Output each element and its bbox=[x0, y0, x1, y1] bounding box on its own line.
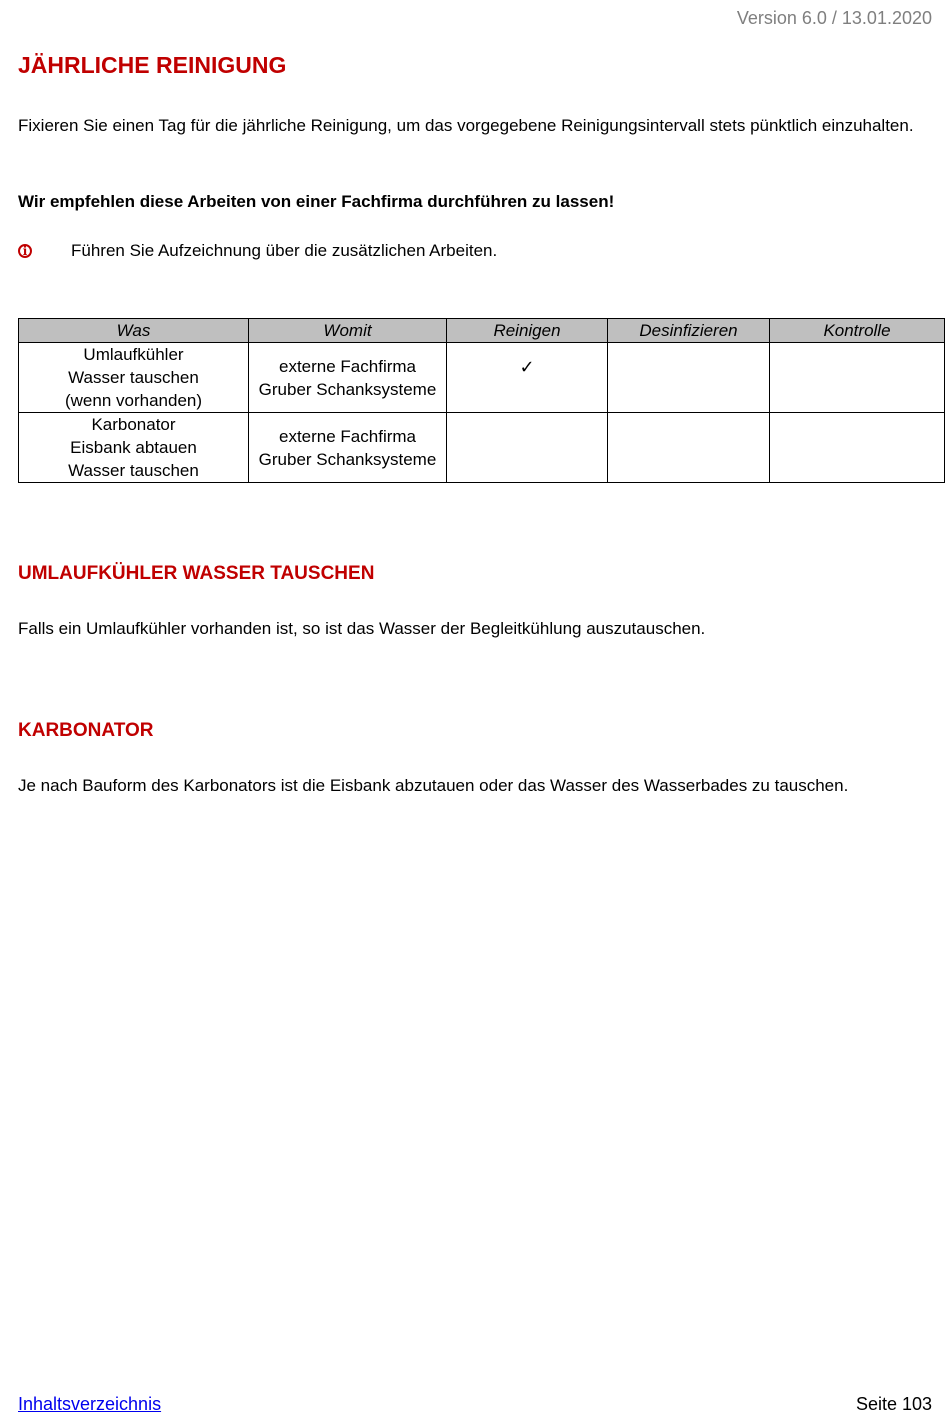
checkmark-icon: ✓ bbox=[519, 357, 535, 377]
cell-kontrolle bbox=[770, 343, 945, 413]
cell-was-line: Karbonator bbox=[91, 415, 176, 434]
header-desinfizieren: Desinfizieren bbox=[608, 319, 770, 343]
cell-womit bbox=[249, 413, 447, 483]
header-womit: Womit bbox=[249, 319, 447, 343]
toc-link[interactable]: Inhaltsverzeichnis bbox=[18, 1394, 162, 1414]
cell-womit bbox=[249, 343, 447, 413]
heading-umlaufkuehler: UMLAUFKÜHLER WASSER TAUSCHEN bbox=[18, 563, 375, 584]
cell-was-line: Wasser tauschen bbox=[68, 461, 199, 480]
table-row bbox=[19, 413, 945, 483]
cell-reinigen bbox=[447, 413, 608, 483]
umlaufkuehler-paragraph: Falls ein Umlaufkühler vorhanden ist, so ist das Wasser der Begleitkühlung auszutauschen. bbox=[18, 619, 706, 638]
cell-was bbox=[19, 343, 249, 413]
heading-jaehrliche-reinigung: JÄHRLICHE REINIGUNG bbox=[18, 52, 287, 78]
cell-was bbox=[19, 413, 249, 483]
cell-reinigen bbox=[447, 343, 608, 413]
cell-desinfizieren bbox=[608, 343, 770, 413]
page-number: Seite 103 bbox=[855, 1394, 932, 1414]
table-header-row bbox=[19, 319, 945, 343]
cleaning-table bbox=[18, 318, 945, 483]
cell-desinfizieren bbox=[608, 413, 770, 483]
heading-karbonator: KARBONATOR bbox=[18, 720, 154, 741]
header-was: Was bbox=[19, 319, 249, 343]
cell-was-line: (wenn vorhanden) bbox=[64, 391, 203, 410]
table-row bbox=[19, 343, 945, 413]
cell-was-line: Umlaufkühler bbox=[83, 345, 184, 364]
cell-womit-line: Gruber Schanksysteme bbox=[258, 379, 437, 399]
cell-was-line: Wasser tauschen bbox=[68, 368, 199, 387]
header-kontrolle: Kontrolle bbox=[770, 319, 945, 343]
recommendation-paragraph: Wir empfehlen diese Arbeiten von einer Fachfirma durchführen zu lassen! bbox=[18, 192, 615, 211]
info-icon: i bbox=[18, 244, 32, 258]
header-reinigen: Reinigen bbox=[447, 319, 608, 343]
version-label: Version 6.0 / 13.01.2020 bbox=[736, 8, 932, 28]
info-note bbox=[18, 241, 497, 261]
cell-womit-line: externe Fachfirma bbox=[279, 356, 416, 376]
cell-womit-line: externe Fachfirma bbox=[279, 426, 416, 446]
cell-kontrolle bbox=[770, 413, 945, 483]
cell-womit-line: Gruber Schanksysteme bbox=[258, 449, 437, 469]
info-note-text: Führen Sie Aufzeichnung über die zusätzlichen Arbeiten. bbox=[71, 241, 498, 260]
intro-paragraph: Fixieren Sie einen Tag für die jährliche Reinigung, um das vorgegebene Reinigungsintervall stets pünktlich einzuhalten. bbox=[18, 116, 914, 135]
cell-was-line: Eisbank abtauen bbox=[70, 438, 197, 457]
karbonator-paragraph: Je nach Bauform des Karbonators ist die Eisbank abzutauen oder das Wasser des Wasserbades zu tauschen. bbox=[18, 776, 849, 795]
